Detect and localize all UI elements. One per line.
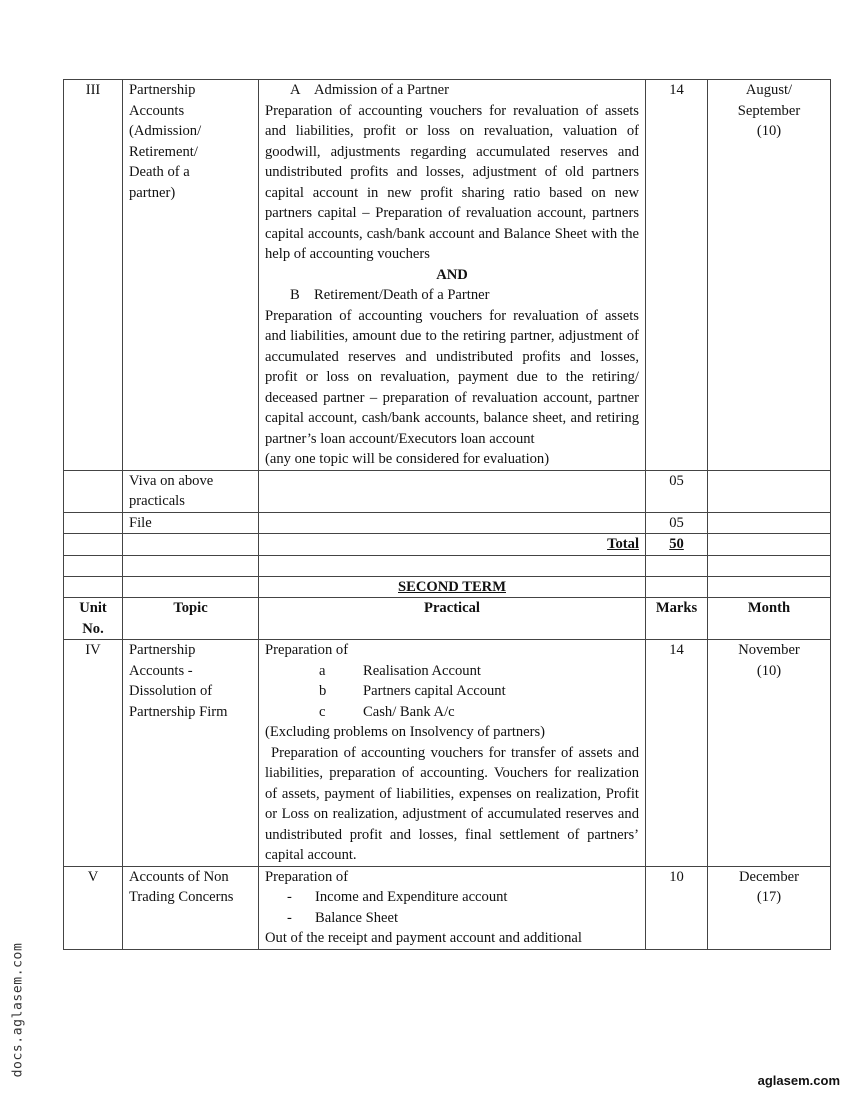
second-term-heading: SECOND TERM [398,578,506,595]
topic-line: Accounts [129,102,185,119]
list-text: Income and Expenditure account [315,889,508,905]
table-row-total [64,534,831,556]
topic-line: Partnership [129,82,196,98]
unit-number [64,534,123,556]
unit-5-tail: Out of the receipt and payment account and additional [265,930,582,946]
watermark-text: docs.aglasem.com [10,942,26,1078]
empty-cell [708,576,831,598]
unit-number [64,470,123,512]
marks-cell: 14 [646,640,708,867]
part-b-label: B [290,287,300,303]
topic-cell [123,534,259,556]
header-topic: Topic [123,598,259,640]
part-a-label: A [290,82,301,98]
list-key: c [319,703,326,720]
table-row-second-term [64,576,831,598]
unit-4-body: Preparation of accounting vouchers for transfer of assets and liabilities, preparation of accounting. Vouchers for realization of assets, payment of liabilities, expenses on realization, Profit or Loss on realization, adjustment of accumulated reserves and undistributed profit and losses, final settlement of partners’ capital account. [265,744,639,863]
month-cell [708,640,831,867]
header-month: Month [708,598,831,640]
brand-footer: aglasem.com [757,1073,840,1088]
month-line: August/ [745,82,793,98]
practical-cell [259,80,646,471]
month-cell [708,470,831,512]
marks-cell: 14 [646,80,708,471]
marks-cell: 05 [646,470,708,512]
marks-cell [646,534,708,556]
empty-cell [646,555,708,576]
month-line: December [739,868,799,885]
total-label-cell [259,534,646,556]
table-row-empty [64,555,831,576]
marks-cell: 10 [646,866,708,949]
part-b-title: Retirement/Death of a Partner [314,287,490,303]
part-b-text: Preparation of accounting vouchers for revaluation of assets and liabilities, amount due to the retiring partner, adjustment of accumulated reserves and undistributed profits and losses, profit or loss on revaluation, payment due to the retiring/ deceased partner – preparation of revaluation account, partner capital account, cash/bank accounts, balance sheet, and retiring partner’s loan account/Executors loan account [265,307,639,447]
list-item [265,702,639,723]
header-unit-line: Unit [79,600,107,616]
header-practical: Practical [259,598,646,640]
topic-line: practicals [129,493,185,509]
topic-cell [123,80,259,471]
topic-line: Partnership Firm [129,703,228,720]
side-watermark [6,930,30,1090]
topic-line: (Admission/ [129,123,202,139]
topic-cell [123,470,259,512]
topic-cell: File [123,512,259,534]
month-cell [708,80,831,471]
and-separator: AND [436,266,468,283]
topic-line: Death of a [129,164,190,180]
topic-line: Accounts - [129,662,193,679]
total-marks: 50 [669,536,684,552]
part-a-title: Admission of a Partner [314,82,449,98]
list-item [265,681,639,702]
list-key: - [287,909,292,926]
topic-cell [123,866,259,949]
table-row-unit-5 [64,866,831,949]
excluding-note: (Excluding problems on Insolvency of partners) [265,724,546,740]
month-line: September [737,102,801,119]
table-row-file [64,512,831,534]
empty-cell [64,555,123,576]
list-key: b [319,683,327,699]
list-item [265,908,639,929]
topic-line: partner) [129,184,176,201]
prep-heading: Preparation of [265,868,349,885]
total-label: Total [607,536,639,552]
empty-cell [708,555,831,576]
topic-line: Accounts of Non [129,868,229,885]
unit-number: IV [64,640,123,867]
month-line: (10) [756,123,782,139]
unit-number: III [64,80,123,471]
list-text: Realisation Account [363,662,481,679]
month-cell [708,534,831,556]
empty-cell [123,576,259,598]
practical-cell [259,640,646,867]
part-a-heading [265,80,639,101]
topic-line: Trading Concerns [129,889,234,905]
month-line: November [738,642,800,658]
table-header-row [64,598,831,640]
header-marks: Marks [646,598,708,640]
list-item [265,887,639,908]
list-item [265,661,639,682]
marks-cell: 05 [646,512,708,534]
month-line: (17) [756,889,782,905]
evaluation-note: (any one topic will be considered for evaluation) [265,451,550,467]
part-a-text: Preparation of accounting vouchers for revaluation of assets and liabilities, profit or loss on revaluation, valuation of goodwill, adjustments regarding accumulated reserves and undistributed profits and losses, adjustment of old partners capital account in new profit sharing ratio based on new partners capital – Preparation of revaluation account, partners capital accounts, cash/bank account and Balance Sheet with the help of accounting vouchers [265,102,639,262]
topic-cell [123,640,259,867]
list-text: Balance Sheet [315,909,399,926]
syllabus-table [63,79,831,950]
practical-cell [259,512,646,534]
empty-cell [259,555,646,576]
list-text: Partners capital Account [363,683,506,699]
topic-line: Viva on above [129,472,214,489]
empty-cell [646,576,708,598]
empty-cell [64,576,123,598]
part-b-heading [265,285,639,306]
second-term-cell [259,576,646,598]
table-row-unit-3 [64,80,831,471]
table-row-unit-4 [64,640,831,867]
month-cell [708,512,831,534]
list-text: Cash/ Bank A/c [363,703,455,720]
list-key: - [287,889,292,905]
header-unit [64,598,123,640]
topic-line: Dissolution of [129,683,213,699]
list-key: a [319,662,326,679]
practical-cell [259,866,646,949]
practical-cell [259,470,646,512]
header-unit-line: No. [82,620,104,637]
month-cell [708,866,831,949]
prep-heading: Preparation of [265,642,349,658]
topic-line: Retirement/ [129,143,198,160]
empty-cell [123,555,259,576]
month-line: (10) [756,662,782,679]
table-row-viva [64,470,831,512]
unit-number [64,512,123,534]
topic-line: Partnership [129,642,196,658]
unit-number: V [64,866,123,949]
